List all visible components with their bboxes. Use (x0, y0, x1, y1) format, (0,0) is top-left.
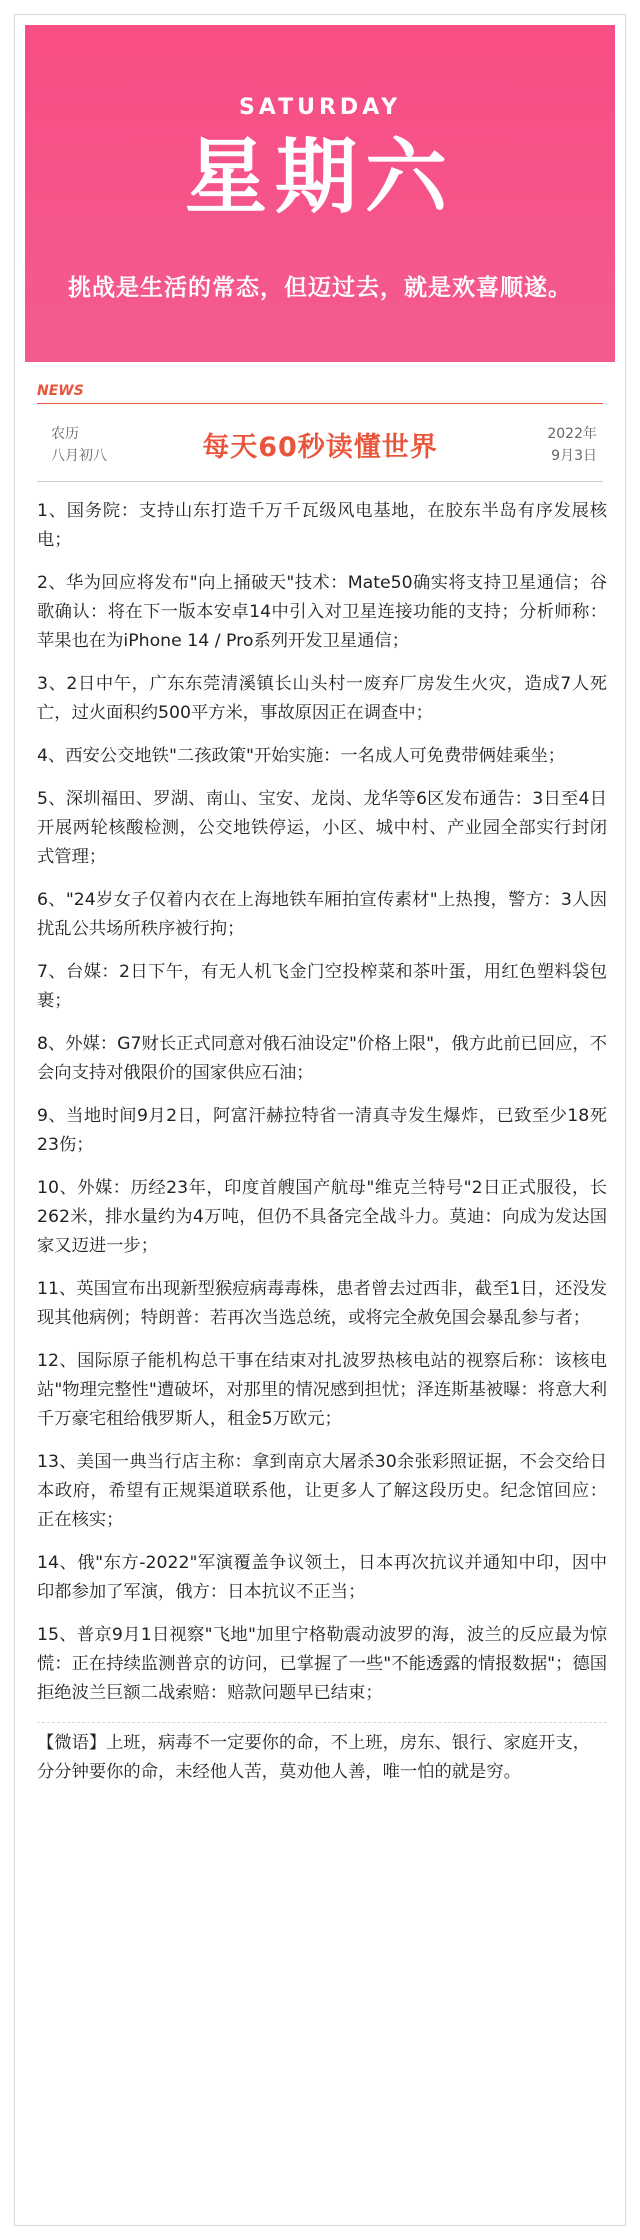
news-item: 7、台媒：2日下午，有无人机飞金门空投榨菜和茶叶蛋，用红色塑料袋包裹； (37, 962, 607, 1011)
daily-motto: 挑战是生活的常态，但迈过去，就是欢喜顺遂。 (68, 275, 572, 301)
news-item: 13、美国一典当行店主称：拿到南京大屠杀30余张彩照证据，不会交给日本政府，希望有正规渠道联系他，让更多人了解这段历史。纪念馆回应：正在核实； (37, 1452, 607, 1530)
news-item: 15、普京9月1日视察"飞地"加里宁格勒震动波罗的海，波兰的反应最为惊慌：正在持续监测普京的访问，已掌握了一些"不能透露的情报数据"；德国拒绝波兰巨额二战索赔：赔款问题早已结束； (37, 1625, 607, 1703)
news-item: 12、国际原子能机构总干事在结束对扎波罗热核电站的视察后称：该核电站"物理完整性"遭破坏，对那里的情况感到担忧；泽连斯基被曝：将意大利千万豪宅租给俄罗斯人，租金5万欧元； (37, 1351, 607, 1429)
news-item: 11、英国宣布出现新型猴痘病毒毒株，患者曾去过西非，截至1日，还没发现其他病例；特朗普：若再次当选总统，或将完全赦免国会暴乱参与者； (37, 1279, 607, 1328)
news-item: 1、国务院：支持山东打造千万千瓦级风电基地，在胶东半岛有序发展核电； (37, 501, 607, 550)
lunar-label: 农历 (51, 426, 79, 442)
page-frame (14, 14, 626, 2226)
news-item: 2、华为回应将发布"向上捅破天"技术：Mate50确实将支持卫星通信；谷歌确认：将在下一版本安卓14中引入对卫星连接功能的支持；分析师称：苹果也在为iPhone 14 / Pro系列开发卫星通信； (37, 573, 607, 651)
news-list (37, 497, 607, 1787)
news-item: 14、俄"东方-2022"军演覆盖争议领土，日本再次抗议并通知中印，因中印都参加了军演，俄方：日本抗议不正当； (37, 1553, 607, 1602)
news-item: 9、当地时间9月2日，阿富汗赫拉特省一清真寺发生爆炸，已致至少18死23伤； (37, 1106, 607, 1155)
news-item: 5、深圳福田、罗湖、南山、宝安、龙岗、龙华等6区发布通告：3日至4日开展两轮核酸检测，公交地铁停运，小区、城中村、产业园全部实行封闭式管理； (37, 789, 607, 867)
page-title: 每天60秒读懂世界 (202, 432, 438, 463)
date-year: 2022年 (547, 426, 597, 442)
news-item: 8、外媒：G7财长正式同意对俄石油设定"价格上限"，俄方此前已回应，不会向支持对俄限价的国家供应石油； (37, 1034, 607, 1083)
news-divider (37, 403, 603, 404)
weekday-chinese: 星期六 (184, 130, 455, 225)
news-item: 4、西安公交地铁"二孩政策"开始实施：一名成人可免费带俩娃乘坐； (37, 746, 566, 766)
news-tag: NEWS (37, 383, 84, 399)
daily-quote: 【微语】上班，病毒不一定要你的命，不上班，房东、银行、家庭开支，分分钟要你的命，未经他人苦，莫劝他人善，唯一怕的就是穷。 (37, 1722, 607, 1787)
news-item: 10、外媒：历经23年，印度首艘国产航母"维克兰特号"2日正式服役，长262米，排水量约为4万吨，但仍不具备完全战斗力。莫迪：向成为发达国家又迈进一步； (37, 1178, 607, 1256)
lunar-date: 八月初八 (51, 448, 107, 464)
news-item: 6、"24岁女子仅着内衣在上海地铁车厢拍宣传素材"上热搜，警方：3人因扰乱公共场所秩序被行拘； (37, 890, 607, 939)
gregorian-date-block (547, 423, 597, 467)
weekday-english: SATURDAY (238, 95, 402, 120)
header-row (37, 411, 603, 477)
header-divider (37, 481, 603, 482)
date-month-day: 9月3日 (551, 448, 597, 464)
weekday-banner (25, 25, 615, 362)
news-item: 3、2日中午，广东东莞清溪镇长山头村一废弃厂房发生火灾，造成7人死亡，过火面积约500平方米，事故原因正在调查中； (37, 674, 607, 723)
